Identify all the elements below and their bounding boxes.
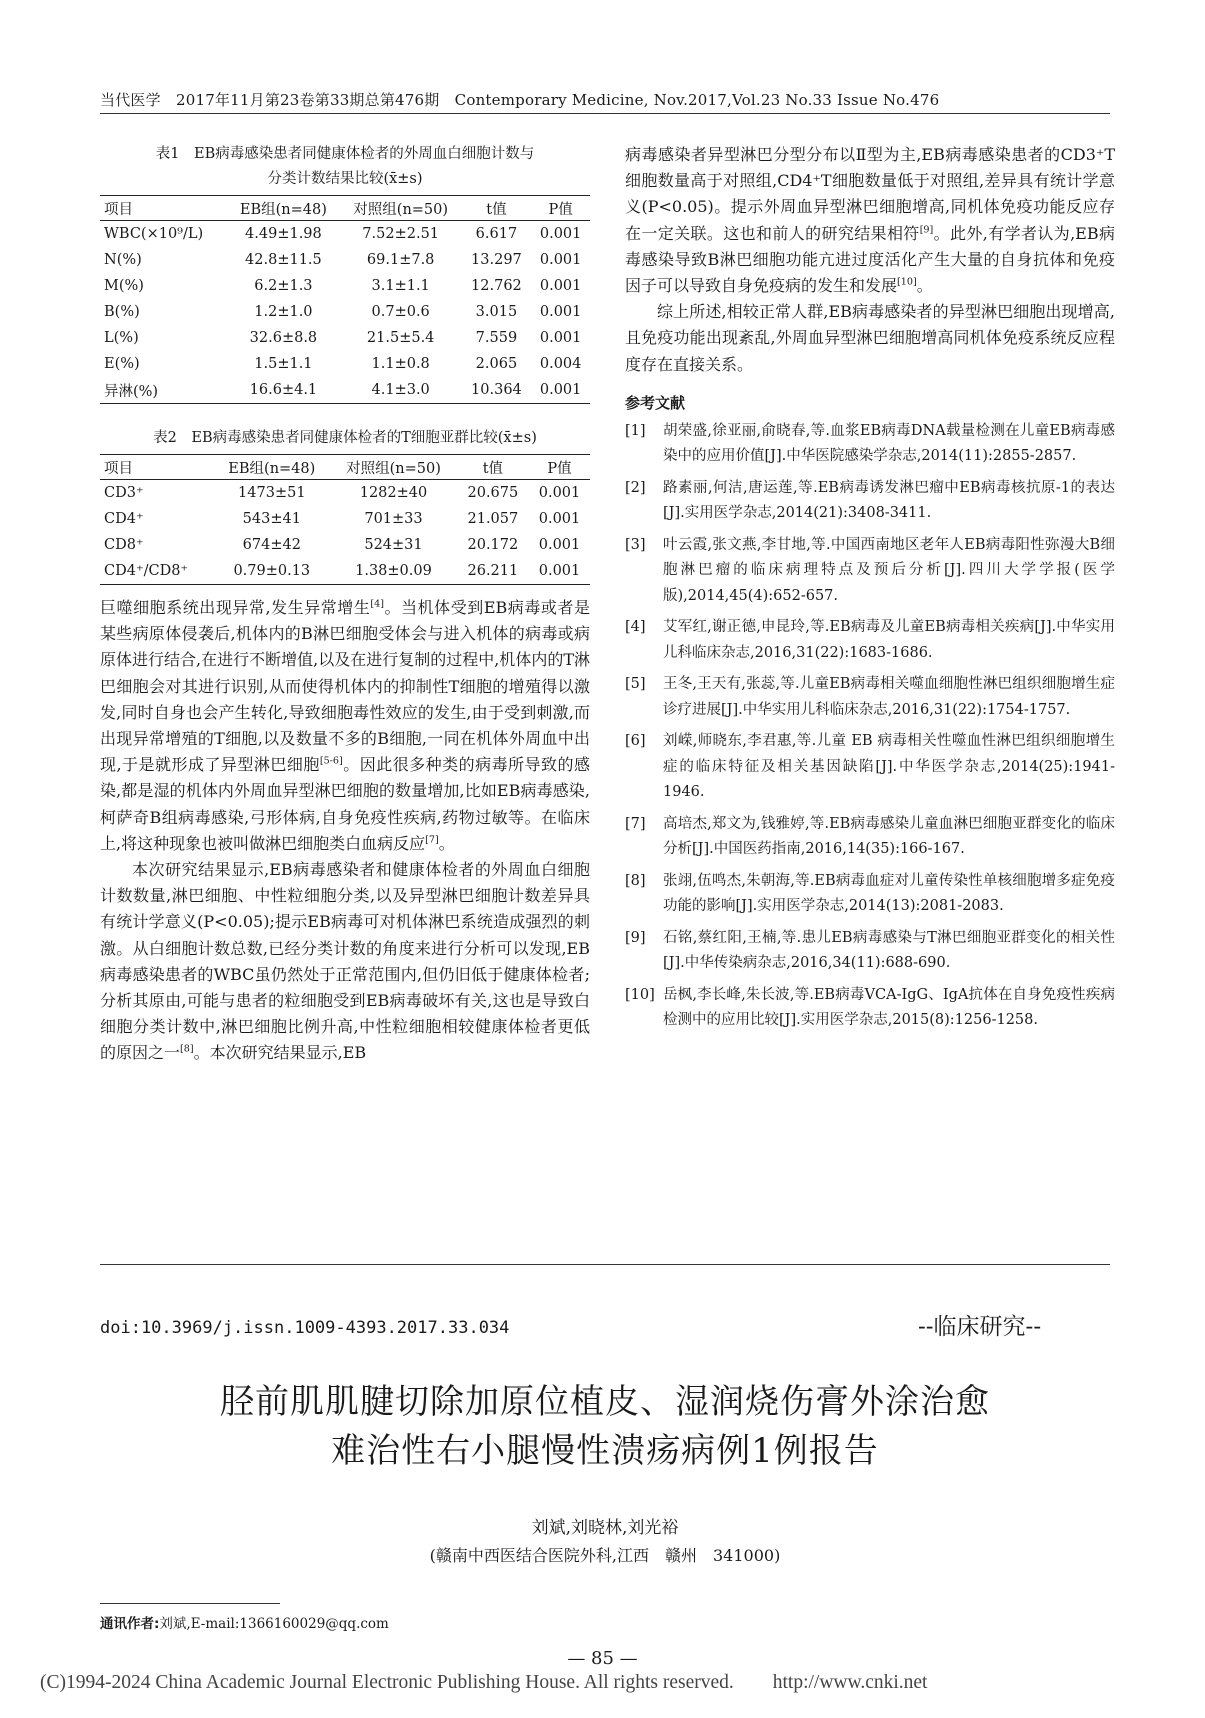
table2-header-cell: 项目 bbox=[100, 455, 213, 480]
reference-text: 路素丽,何洁,唐运莲,等.EB病毒诱发淋巴瘤中EB病毒核抗原-1的表达[J].实用医学杂志,2014(21):3408-3411. bbox=[663, 479, 1115, 522]
corresponding-text: 刘斌,E-mail:1366160029@qq.com bbox=[159, 1616, 389, 1632]
copyright-line: (C)1994-2024 China Academic Journal Electronic Publishing House. All rights reserved. http://www.cnki.net bbox=[40, 1672, 928, 1693]
reference-number: [5] bbox=[625, 676, 646, 693]
table-cell: 13.297 bbox=[471, 252, 522, 268]
table1-caption bbox=[100, 142, 590, 192]
table-row bbox=[100, 247, 590, 273]
table-cell: 1473±51 bbox=[238, 485, 306, 501]
reference-item bbox=[625, 812, 1115, 863]
table-cell: 12.762 bbox=[471, 278, 522, 294]
reference-item bbox=[625, 615, 1115, 666]
reference-number: [1] bbox=[625, 422, 646, 439]
doi: doi:10.3969/j.issn.1009-4393.2017.33.034 bbox=[100, 1318, 510, 1338]
table-cell: CD4⁺/CD8⁺ bbox=[100, 558, 213, 585]
table2-body bbox=[100, 480, 590, 585]
table1-header-cell: P值 bbox=[531, 196, 590, 221]
reference-text: 刘嵘,师晓东,李君惠,等.儿童 EB 病毒相关性噬血性淋巴组织细胞增生症的临床特征及相关基因缺陷[J].中华医学杂志,2014(25):1941-1946. bbox=[663, 733, 1115, 801]
right-paragraph-2: 综上所述,相较正常人群,EB病毒感染者的异型淋巴细胞出现增高,且免疫功能出现紊乱,外周血异型淋巴细胞增高同机体免疫系统反应程度存在直接关系。 bbox=[625, 302, 1115, 374]
table1-header-cell: 项目 bbox=[100, 196, 227, 221]
table-cell: CD3⁺ bbox=[104, 485, 144, 501]
header-text: 当代医学 2017年11月第23卷第33期总第476期 Contemporary Medicine, Nov.2017,Vol.23 No.33 Issue No.476 bbox=[100, 91, 940, 109]
page-number: — 85 — bbox=[567, 1648, 638, 1669]
reference-item bbox=[625, 983, 1115, 1034]
table2-header-cell: t值 bbox=[457, 455, 529, 480]
table-cell: 524±31 bbox=[364, 537, 423, 553]
text-run: 巨噬细胞系统出现异常,发生异常增生 bbox=[100, 598, 371, 617]
text-run: 。当机体受到EB病毒或者是某些病原体侵袭后,机体内的B淋巴细胞受体会与进入机体的病毒或病原体进行结合,在进行不断增值,以及在进行复制的过程中,机体内的T淋巴细胞会对其进行识别,从而使得机体内的抑制性T细胞的增殖得以激发,同时自身也会产生转化,导致细胞毒性效应的发生,由于受到刺激,而出现异常增殖的T细胞,以及数量不多的B细胞,一同在机体外周血中出现,于是就形成了异型淋巴细胞 bbox=[100, 598, 590, 775]
table-cell: 16.6±4.1 bbox=[227, 377, 340, 404]
article-title bbox=[100, 1378, 1110, 1476]
text-run: 本次研究结果显示,EB病毒感染者和健康体检者的外周血白细胞计数数量,淋巴细胞、中性粒细胞分类,以及异型淋巴细胞计数差异具有统计学意义(P<0.05);提示EB病毒可对机体淋巴系统造成强烈的刺激。从白细胞计数总数,已经分类计数的角度来进行分析可以发现,EB病毒感染患者的WBC虽仍然处于正常范围内,但仍旧低于健康体检者;分析其原由,可能与患者的粒细胞受到EB病毒破坏有关,这也是导致白细胞分类计数中,淋巴细胞比例升高,中性粒细胞相较健康体检者更低的原因之一 bbox=[100, 860, 590, 1063]
reference-item bbox=[625, 533, 1115, 610]
table-cell: 0.001 bbox=[538, 537, 581, 553]
left-column bbox=[100, 142, 590, 1067]
table-cell: 0.001 bbox=[529, 558, 590, 585]
text-run: 。因此很多种类的病毒所导致的感染,都是湿的机体内外周血异型淋巴细胞的数量增加,比如EB病毒感染,柯萨奇B组病毒感染,弓形体病,自身免疫性疾病,药物过敏等。在临床上,将这种现象也被叫做淋巴细胞类白血病反应 bbox=[100, 755, 590, 853]
reference-text: 高培杰,郑文为,钱雅婷,等.EB病毒感染儿童血淋巴细胞亚群变化的临床分析[J].中国医药指南,2016,14(35):166-167. bbox=[663, 815, 1115, 858]
table1 bbox=[100, 195, 590, 404]
text-run: 病毒感染者异型淋巴分型分布以Ⅱ型为主,EB病毒感染患者的CD3⁺T细胞数量高于对照组,CD4⁺T细胞数量低于对照组,差异具有统计学意义(P<0.05)。提示外周血异型淋巴细胞增高,同机体免疫功能反应存在一定关联。这也和前人的研究结果相符 bbox=[625, 145, 1115, 243]
table-cell: 2.065 bbox=[475, 356, 518, 372]
citation: [10] bbox=[897, 276, 917, 288]
table-row bbox=[100, 377, 590, 404]
corresponding-label: 通讯作者: bbox=[100, 1616, 160, 1632]
reference-item bbox=[625, 729, 1115, 806]
citation: [5-6] bbox=[319, 755, 343, 767]
table-row bbox=[100, 325, 590, 351]
table-cell: 0.001 bbox=[538, 511, 581, 527]
table-cell: 7.52±2.51 bbox=[362, 226, 440, 242]
table2-header-row bbox=[100, 455, 590, 480]
text-run: 。本次研究结果显示,EB bbox=[193, 1043, 367, 1063]
table-cell: 0.79±0.13 bbox=[213, 558, 330, 585]
table-cell: 701±33 bbox=[364, 511, 423, 527]
table1-body bbox=[100, 221, 590, 404]
table-cell: 3.015 bbox=[475, 304, 518, 320]
reference-number: [9] bbox=[625, 929, 646, 946]
authors: 刘斌,刘晓林,刘光裕 bbox=[531, 1518, 679, 1538]
citation: [4] bbox=[370, 598, 384, 610]
table-cell: 1.5±1.1 bbox=[254, 356, 313, 372]
table-row bbox=[100, 506, 590, 532]
table-cell: L(%) bbox=[104, 330, 139, 346]
table-cell: B(%) bbox=[104, 304, 140, 320]
reference-text: 艾军红,谢正德,申昆玲,等.EB病毒及儿童EB病毒相关疾病[J].中华实用儿科临床杂志,2016,31(22):1683-1686. bbox=[663, 619, 1115, 661]
citation: [7] bbox=[425, 834, 439, 846]
table-cell: 674±42 bbox=[242, 537, 301, 553]
references-list bbox=[625, 419, 1115, 1034]
table1-header-row bbox=[100, 196, 590, 221]
reference-text: 叶云霞,张文燕,李甘地,等.中国西南地区老年人EB病毒阳性弥漫大B细胞淋巴瘤的临床病理特点及预后分析[J].四川大学学报(医学版),2014,45(4):652-657. bbox=[663, 536, 1115, 604]
table1-caption-line1: 表1 EB病毒感染患者同健康体检者的外周血白细胞计数与 bbox=[155, 146, 535, 162]
reference-number: [10] bbox=[625, 986, 655, 1003]
article-title-line2: 难治性右小腿慢性溃疡病例1例报告 bbox=[331, 1431, 879, 1471]
table-cell: 543±41 bbox=[242, 511, 301, 527]
reference-number: [3] bbox=[625, 536, 646, 553]
table-cell: 3.1±1.1 bbox=[371, 278, 430, 294]
table1-header-cell: t值 bbox=[462, 196, 532, 221]
table-cell: 21.5±5.4 bbox=[366, 330, 435, 346]
reference-text: 胡荣盛,徐亚丽,俞晓春,等.血浆EB病毒DNA载量检测在儿童EB病毒感染中的应用价值[J].中华医院感染学杂志,2014(11):2855-2857. bbox=[663, 422, 1115, 465]
table-row bbox=[100, 558, 590, 585]
table-cell: 20.172 bbox=[467, 537, 519, 553]
reference-text: 张翊,伍鸣杰,朱朝海,等.EB病毒血症对儿童传染性单核细胞增多症免疫功能的影响[J].实用医学杂志,2014(13):2081-2083. bbox=[663, 872, 1115, 915]
table-cell: 21.057 bbox=[467, 511, 519, 527]
table-cell: 0.004 bbox=[539, 356, 582, 372]
table-row bbox=[100, 351, 590, 377]
table-cell: 0.7±0.6 bbox=[371, 304, 430, 320]
table-cell: 异淋(%) bbox=[100, 377, 227, 404]
table1-header-cell: 对照组(n=50) bbox=[340, 196, 462, 221]
table-cell: 0.001 bbox=[539, 252, 582, 268]
left-paragraph-1 bbox=[100, 595, 590, 857]
table2 bbox=[100, 454, 590, 585]
reference-item bbox=[625, 476, 1115, 527]
right-paragraph-1 bbox=[625, 142, 1115, 299]
table-cell: CD4⁺ bbox=[104, 511, 144, 527]
table-cell: 42.8±11.5 bbox=[245, 252, 322, 268]
references-title: 参考文献 bbox=[625, 393, 686, 412]
section-tag: --临床研究-- bbox=[918, 1314, 1042, 1340]
table-row bbox=[100, 221, 590, 248]
table-cell: 26.211 bbox=[457, 558, 529, 585]
reference-item bbox=[625, 869, 1115, 920]
text-run: 。此外,有学者认为,EB病毒感染导致B淋巴细胞功能亢进过度活化产生大量的自身抗体和免疫因子可以导致自身免疫病的发生和发展 bbox=[625, 223, 1115, 296]
reference-number: [2] bbox=[625, 479, 646, 496]
table-cell: 1.2±1.0 bbox=[254, 304, 313, 320]
table-cell: 1.1±0.8 bbox=[371, 356, 430, 372]
affiliation: (赣南中西医结合医院外科,江西 赣州 341000) bbox=[429, 1546, 781, 1565]
reference-item bbox=[625, 672, 1115, 723]
reference-number: [7] bbox=[625, 815, 646, 832]
table-cell: 6.617 bbox=[475, 226, 518, 242]
right-column bbox=[625, 142, 1115, 1040]
reference-text: 岳枫,李长峰,朱长波,等.EB病毒VCA-IgG、IgA抗体在自身免疫性疾病检测中的应用比较[J].实用医学杂志,2015(8):1256-1258. bbox=[663, 986, 1115, 1029]
table-cell: 6.2±1.3 bbox=[254, 278, 313, 294]
corresponding-author bbox=[100, 1612, 389, 1632]
table-row bbox=[100, 532, 590, 558]
reference-text: 王冬,王天有,张蕊,等.儿童EB病毒相关噬血细胞性淋巴组织细胞增生症诊疗进展[J].中华实用儿科临床杂志,2016,31(22):1754-1757. bbox=[663, 676, 1115, 718]
citation: [8] bbox=[180, 1044, 194, 1056]
table2-header-cell: EB组(n=48) bbox=[213, 455, 330, 480]
table-cell: 7.559 bbox=[475, 330, 518, 346]
table-cell: CD8⁺ bbox=[104, 537, 144, 553]
table-cell: 20.675 bbox=[467, 485, 519, 501]
reference-item bbox=[625, 419, 1115, 470]
table-cell: 10.364 bbox=[462, 377, 532, 404]
reference-item bbox=[625, 926, 1115, 977]
text-run: 。 bbox=[438, 833, 455, 853]
table2-header-cell: P值 bbox=[529, 455, 590, 480]
left-paragraph-2 bbox=[100, 857, 590, 1067]
table-cell: N(%) bbox=[104, 252, 142, 268]
table-cell: E(%) bbox=[104, 356, 140, 372]
reference-number: [8] bbox=[625, 872, 646, 889]
table-cell: 0.001 bbox=[539, 330, 582, 346]
table1-caption-line2: 分类计数结果比较(x̄±s) bbox=[267, 171, 423, 187]
table-cell: 4.49±1.98 bbox=[245, 226, 322, 242]
table-cell: 0.001 bbox=[538, 485, 581, 501]
table-cell: 0.001 bbox=[539, 226, 582, 242]
table-cell: WBC(×10⁹/L) bbox=[104, 226, 204, 242]
header-rule bbox=[100, 113, 1110, 114]
running-header bbox=[100, 89, 1110, 110]
table-cell: 69.1±7.8 bbox=[366, 252, 435, 268]
reference-text: 石铭,蔡红阳,王楠,等.患儿EB病毒感染与T淋巴细胞亚群变化的相关性[J].中华传染病杂志,2016,34(11):688-690. bbox=[663, 929, 1115, 972]
table-cell: 32.6±8.8 bbox=[249, 330, 318, 346]
article-divider bbox=[100, 1264, 1110, 1265]
table-cell: 0.001 bbox=[531, 377, 590, 404]
article-title-line1: 胫前肌肌腱切除加原位植皮、湿润烧伤膏外涂治愈 bbox=[220, 1382, 990, 1422]
footnote-rule bbox=[100, 1603, 280, 1604]
reference-number: [6] bbox=[625, 733, 646, 750]
table2-caption: 表2 EB病毒感染患者同健康体检者的T细胞亚群比较(x̄±s) bbox=[153, 430, 537, 446]
table-cell: 0.001 bbox=[539, 304, 582, 320]
table-row bbox=[100, 299, 590, 325]
table-cell: M(%) bbox=[104, 278, 144, 294]
table-cell: 4.1±3.0 bbox=[340, 377, 462, 404]
table2-header-cell: 对照组(n=50) bbox=[330, 455, 456, 480]
table1-header-cell: EB组(n=48) bbox=[227, 196, 340, 221]
citation: [9] bbox=[919, 224, 934, 236]
text-run: 。 bbox=[916, 276, 933, 296]
table-cell: 0.001 bbox=[539, 278, 582, 294]
table-row bbox=[100, 273, 590, 299]
table-cell: 1282±40 bbox=[359, 485, 428, 501]
table-row bbox=[100, 480, 590, 507]
table-cell: 1.38±0.09 bbox=[330, 558, 456, 585]
reference-number: [4] bbox=[625, 619, 646, 636]
